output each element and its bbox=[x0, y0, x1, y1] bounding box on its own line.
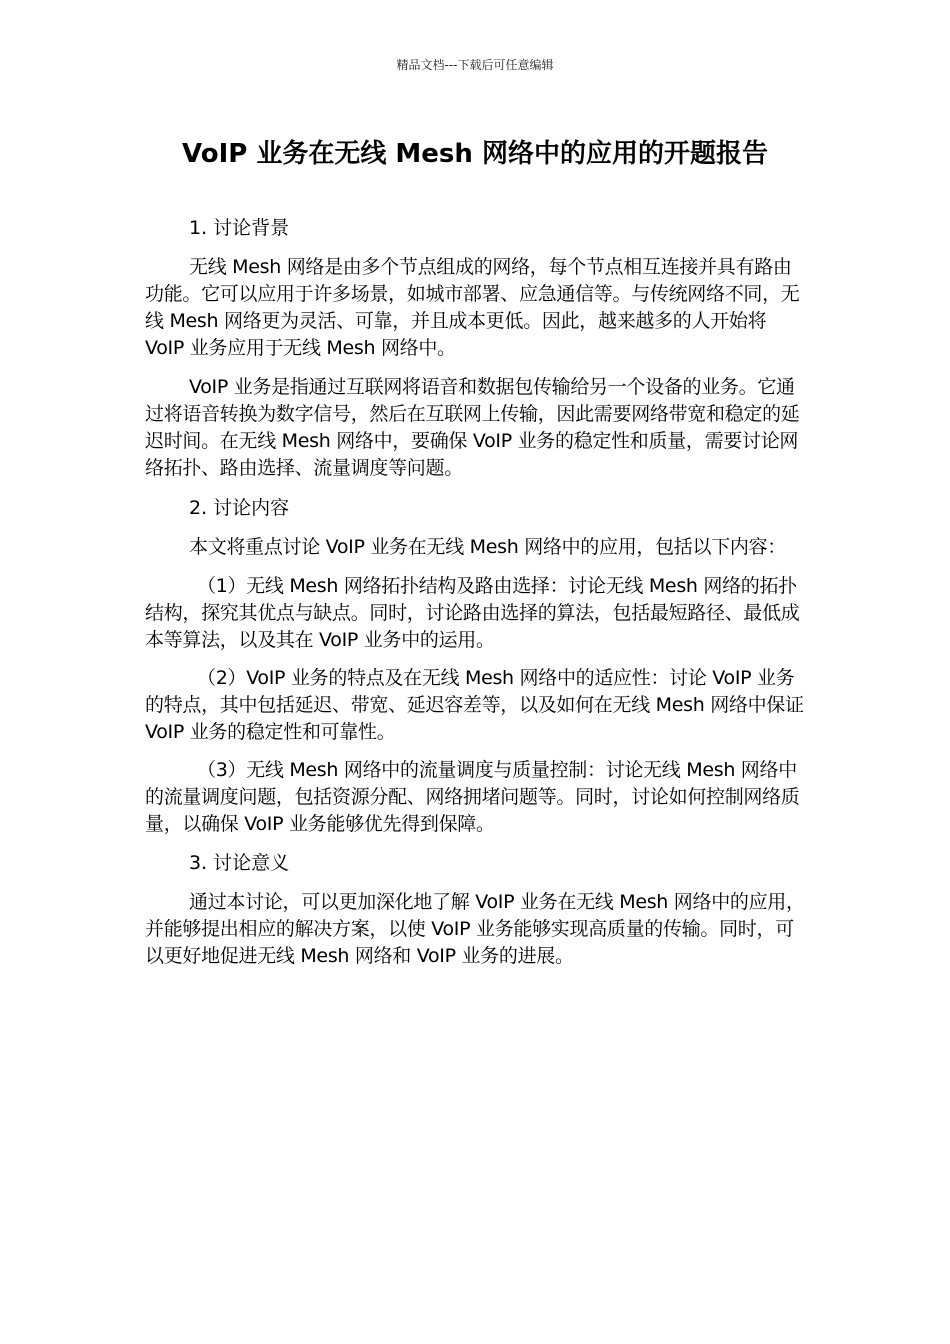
page-header: 精品文档---下载后可任意编辑 bbox=[396, 58, 554, 72]
section-heading-content: 2. 讨论内容 bbox=[189, 497, 290, 519]
section-heading-background: 1. 讨论背景 bbox=[189, 217, 290, 239]
list-item: （2）VoIP 业务的特点及在无线 Mesh 网络中的适应性：讨论 VoIP 业务的特点，其中包括延迟、带宽、延迟容差等，以及如何在无线 Mesh 网络中保证 VoIP 业务的稳定性和可靠性。 bbox=[145, 667, 804, 743]
paragraph: 无线 Mesh 网络是由多个节点组成的网络，每个节点相互连接并具有路由功能。它可以应用于许多场景，如城市部署、应急通信等。与传统网络不同，无线 Mesh 网络更为灵活、可靠，并且成本更低。因此，越来越多的人开始将 VoIP 业务应用于无线 Mesh 网络中。 bbox=[145, 256, 800, 359]
list-item: （1）无线 Mesh 网络拓扑结构及路由选择：讨论无线 Mesh 网络的拓扑结构，探究其优点与缺点。同时，讨论路由选择的算法，包括最短路径、最低成本等算法，以及其在 VoIP 业务中的运用。 bbox=[145, 575, 800, 651]
document-title: VoIP 业务在无线 Mesh 网络中的应用的开题报告 bbox=[182, 139, 768, 169]
section-heading-significance: 3. 讨论意义 bbox=[189, 852, 290, 874]
paragraph: 本文将重点讨论 VoIP 业务在无线 Mesh 网络中的应用，包括以下内容： bbox=[189, 536, 786, 558]
paragraph: VoIP 业务是指通过互联网将语音和数据包传输给另一个设备的业务。它通过将语音转换为数字信号，然后在互联网上传输，因此需要网络带宽和稳定的延迟时间。在无线 Mesh 网络中，要确保 VoIP 业务的稳定性和质量，需要讨论网络拓扑、路由选择、流量调度等问题。 bbox=[145, 376, 800, 479]
paragraph: 通过本讨论，可以更加深化地了解 VoIP 业务在无线 Mesh 网络中的应用，并能够提出相应的解决方案，以使 VoIP 业务能够实现高质量的传输。同时，可以更好地促进无线 Mesh 网络和 VoIP 业务的进展。 bbox=[145, 891, 805, 967]
document-body bbox=[145, 214, 807, 982]
list-item: （3）无线 Mesh 网络中的流量调度与质量控制：讨论无线 Mesh 网络中的流量调度问题，包括资源分配、网络拥堵问题等。同时，讨论如何控制网络质量，以确保 VoIP 业务能够优先得到保障。 bbox=[145, 759, 800, 835]
